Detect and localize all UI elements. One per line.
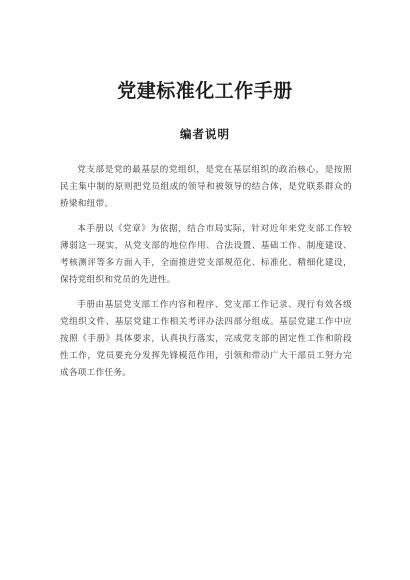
document-title: 党建标准化工作手册	[117, 80, 293, 102]
section-heading: 编者说明	[180, 127, 230, 141]
paragraph: 党支部是党的最基层的党组织，是党在基层组织的政治核心，是按照民主集中制的原则把党员组成的领导和被领导的结合体，是党联系群众的桥梁和纽带。	[60, 165, 352, 209]
document-body	[60, 162, 352, 390]
paragraph: 本手册以《党章》为依据，结合市局实际，针对近年来党支部工作较薄弱这一现实，从党支部的地位作用、合法设置、基础工作、制度建设、考核测评等多方面入手，全面推进党支部规范化、标准化、精细化建设，保持党组织和党员的先进性。	[60, 224, 352, 285]
paragraph: 手册由基层党支部工作内容和程序、党支部工作记录、现行有效各级党组织文件、基层党建工作相关考评办法四部分组成。基层党建工作中应按照《手册》具体要求，认真执行落实，完成党支部的固定性工作和阶段性工作，党员要充分发挥先锋模范作用，引领和带动广大干部员工努力完成各项工作任务。	[60, 300, 352, 378]
